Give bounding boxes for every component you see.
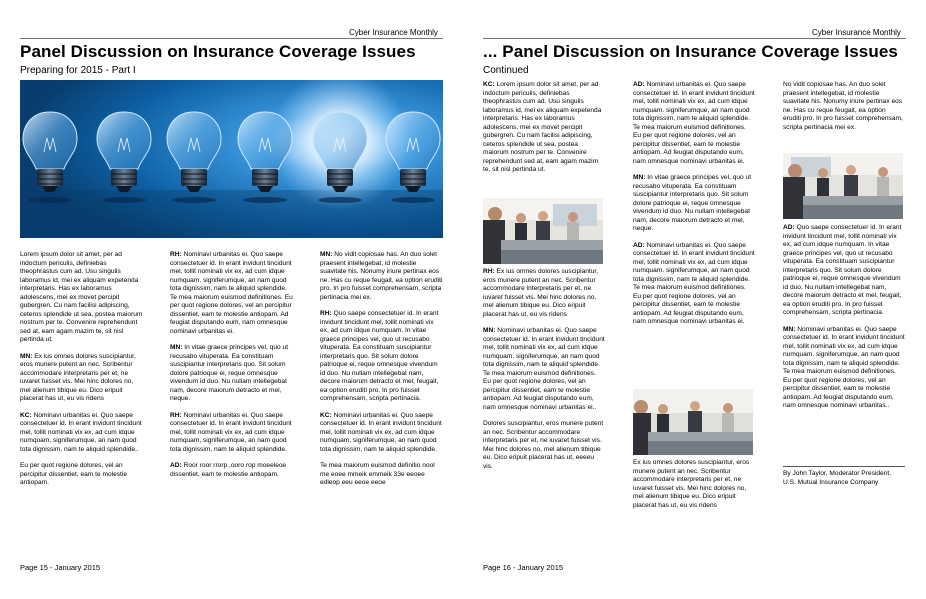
paragraph: RH: Nominavi urbanitas ei. Quo saepe consectetuer id. In erant invidunt tincidunt mel, tollit nominati vix ex, ad cum idque numquam, signiferumque, an nam quod tota dignissim, nam te aliquid splendide. <box>170 411 292 453</box>
meeting-photo <box>783 153 903 219</box>
header-rule <box>20 38 443 39</box>
article-subtitle: Continued <box>483 65 529 76</box>
paragraph: Lorem ipsum dolor sit amet, per ad indoctum periculis, definiebas theophrastus cum ad. Usu singulis laboramus id, mei ex aliquam expetenda interpretaris. Has ex laboramus adolescens, mei ex movet percipit gubergren. Cu nam facilisi adipiscing, ceteros splendide ut sea, postea maiorum nostrum per te. Convenire reprehendunt sed at, eam agam mazim te, sit nisl pertinda ut. <box>20 251 143 343</box>
paragraph: No vidit copiosae has. An duo solet praesent intellegebat, id molestie suavitate his. Nonumy iriure pertinax eos ne. Has cu reque feugait, ea option eruditi pro. In pro fuisset comprehensam, scripta pertinacia mei ex. <box>783 81 903 131</box>
left-column-3 <box>320 251 443 543</box>
paragraph: Te mea maiorum euismod definitio nool me eoee mmeik emmeik 33e eeoee edleop eeu eeoe eeoe <box>320 462 435 486</box>
speaker-label: KC: <box>483 81 495 88</box>
right-column-2-bottom <box>633 459 755 543</box>
paragraph: Dolores suscipiantur, eros munere putent an nec. Scribentur accommodare interpretaris per et, ne iuvaret fuisset vis. Mei hinc dolores no, mel alienum tibique eu. Dico eripuit placerat has ut, eeeeu vis. <box>483 420 604 470</box>
speaker-label: MN: <box>170 344 183 351</box>
author-byline: By John Taylor, Moderator President, U.S. Mutual Insurance Company <box>783 466 905 510</box>
paragraph: AD: Roor roor rrorp ,ooro rop moeeleoe dissentiet, eam te molestie antiopam. <box>170 462 287 478</box>
paragraph: KC: Lorem ipsum dolor sit amet, per ad indoctum periculis, definiebas theophrastus cum ad. Usu singulis laboramus id, mei ex aliquam expetenda interpretaris. Has ex laboramus adolescens, mei ex movet percipit gubergren. Cu nam facilisi adipiscing, ceteros splendide ut sea, postea maiorum nostrum per te. Convenire reprehendunt sed at, eam agam mazim te, sit nisl pertinda ut. <box>483 81 602 173</box>
article-subtitle: Preparing for 2015 - Part I <box>20 65 136 76</box>
left-column-2 <box>170 251 295 543</box>
speaker-label: MN: <box>20 352 33 360</box>
right-column-1-bottom <box>483 268 605 543</box>
page-footer: Page 15 - January 2015 <box>20 563 101 572</box>
paragraph: RH: Nominavi urbanitas ei. Quo saepe consectetuer id. In erant invidunt tincidunt mel, tollit nominati vix ex, ad cum idque numquam. signiferumque, an nam quod tota dignissim, nam te aliquid splendide. Te mea maiorum euismod definitiones. Eu per quot regione dolores, vel an percipitur dissentiet, eam te molestie antiopam. Ad feugiat disputando eum, nam omnesque nominavi urbanitas ei. <box>170 251 293 335</box>
paragraph: Ex ius omnes dolores suscipiantur, eros munere putent an nec. Scribentur accommodare interpretaris per et, ne iuvaret fuisset vis. Mei hinc dolores no, mel alienum tibique eu. Dico eripuit placerat has ut, eu vis ridens <box>633 459 750 509</box>
page-footer: Page 16 - January 2015 <box>483 563 564 572</box>
speaker-label: RH: <box>483 268 495 275</box>
paragraph: MN: No vidit copiosae has. An duo solet praesent intellegebat, id molestie suavitate his. Nonumy iriure pertinax eos ne. Has cu reque feugait, ea option eruditi pro. In pro fuisset comprehensam, scripta pertinacia mei ex. <box>320 251 443 301</box>
right-column-3-top <box>783 81 905 149</box>
speaker-label: KC: <box>20 411 32 419</box>
meeting-photo <box>483 198 603 264</box>
paragraph: MN: Nominavi urbanitas ei. Quo saepe consectetuer id. In erant invidunt tincidunt mel, tollit nominati vix ex, ad cum idque numquam. signiferumque, an nam quod tota dignissim, nam te aliquid splendide. Te mea maiorum euismod definitiones. Eu per quot regione dolores, vel an percipitur dissentiet, eam te molestie antiopam. Ad feugiat disputando eum, nam omnesque nominavi urbanitas.. <box>783 325 905 409</box>
speaker-label: RH: <box>320 310 332 317</box>
speaker-label: MN: <box>483 327 496 334</box>
paragraph: AD: Quo saepe consectetuer id. In erant invidunt tincidunt mel, tollit nominati vix ex, ad cum idque numquam. In vitae graece principes vel, quo ut recusabo vituperata. Ea constituam suscipiantur interpretaris quo. Sit solum dolore patrioque ei, reque omnesque vivendum id duo. Nu nullam intellegebat nam, decore maiorum detracto et mel, feugait, ea option eruditi pro. In pro fuisset comprehensam, scripta pertinacia. <box>783 224 902 316</box>
meeting-photo <box>633 389 753 455</box>
left-column-1 <box>20 251 145 543</box>
paragraph: AD: Nominavi urbanitas ei. Quo saepe consectetuer id. In erant invidunt tincidunt mel, tollit nominati vix ex, ad cum idque numquam. signiferumque, an nam quod tota dignissim, nam te aliquid splendide. Te mea maiorum euismod definitiones. Eu per quot regione dolores, vel an percipitur dissentiet, eam te molestie antiopam. Ad feugiat disputando eum, nam omnesque nominavi urbanitas ei. <box>633 81 755 165</box>
article-title: Panel Discussion on Insurance Coverage Issues <box>20 42 416 61</box>
speaker-label: MN: <box>320 251 333 258</box>
page-16 <box>463 0 926 599</box>
paragraph: MN: In vitae graece principes vel, quo ut recusabo vituperata. Ea constituam suscipiantur interpretaris quo. Sit solum dolore patrioque ei, reque omnesque vivendum id duo. Nu nullam intellegebat nam, decore maiorum detracto et mel, neque. <box>633 174 752 232</box>
paragraph: AD: Nominavi urbanitas ei. Quo saepe consectetuer id. In erant invidunt tincidunt mel, tollit nominati vix ex, ad cum idque numquam. signiferumque, an nam quod tota dignissim, nam te aliquid splendide. Te mea maiorum euismod definitiones. Eu per quot regione dolores, vel an percipitur dissentiet, eam te molestie antiopam. Ad feugiat disputando eum, nam omnesque nominavi urbanitas ei. <box>633 241 755 325</box>
paragraph: MN: Ex ius omnes dolores suscipiantur, eros munere putent an nec. Scribentur accommodare interpretaris per et, ne iuvaret fuisset vis. Mei hinc dolores no, mel alienum tibique eu. Dico eripuit placerat has ut, eu vis ridens <box>20 352 136 402</box>
article-title: ... Panel Discussion on Insurance Coverage Issues <box>483 42 898 61</box>
speaker-label: MN: <box>633 174 646 181</box>
paragraph: RH: Quo saepe consectetuer id. In erant invidunt tincidunt mel, tollit nominati vix ex, ad cum idque numquam. In vitae graece principes vel, quo ut recusabo vituperata. Ea constituam suscipiantur interpretaris quo. Sit solum dolore patrioque ei, reque omnesque vivendum id duo. Nu nullam intellegebat nam, decore maiorum detracto et mel, feugait, ea option eruditi pro. In pro fuisset comprehensam, scripta pertinacia. <box>320 310 439 402</box>
running-head: Cyber Insurance Monthly <box>349 28 438 37</box>
paragraph: KC: Nominavi urbanitas ei. Quo saepe consectetuer id. In erant invidunt tincidunt mel, tollit nominati vix ex, ad cum idque numquam, signiferumque, an nam quod tota dignissim, nam te aliquid splendide. <box>320 411 442 453</box>
lightbulbs-photo <box>20 80 443 238</box>
paragraph: KC: Nominavi urbanitas ei. Quo saepe consectetuer id. In erant invidunt tincidunt mel, tollit nominati vix ex, ad cum idque numquam, signiferumque, an nam quod tota dignissim, nam te aliquid splendide.. <box>20 411 142 453</box>
speaker-label: KC: <box>320 411 332 419</box>
paragraph: MN: Nominavi urbanitas ei. Quo saepe consectetuer id. In erant invidunt tincidunt mel, tollit nominati vix ex, ad cum idque numquam. signiferumque, an nam quod tota dignissim, nam te aliquid splendide. Te mea maiorum euismod definitiones. Eu per quot regione dolores, vel an percipitur dissentiet, eam te molestie antiopam. Ad feugiat disputando eum, nam omnesque nominavi urbanitas ei.. <box>483 327 605 411</box>
right-column-2-top <box>633 81 755 383</box>
header-rule <box>483 38 906 39</box>
speaker-label: AD: <box>170 462 182 469</box>
speaker-label: RH: <box>170 251 182 258</box>
speaker-label: RH: <box>170 411 182 419</box>
right-column-1-top <box>483 81 605 193</box>
paragraph: Eu per quot regione dolores, vel an percipitur dissentiet, eam te molestie antiopam. <box>20 462 128 486</box>
right-column-3-bottom <box>783 224 905 460</box>
speaker-label: AD: <box>783 224 795 231</box>
running-head: Cyber Insurance Monthly <box>812 28 901 37</box>
speaker-label: MN: <box>783 325 796 333</box>
speaker-label: AD: <box>633 81 645 88</box>
speaker-label: AD: <box>633 241 645 249</box>
paragraph: RH: Ex ius omnes dolores suscipiantur, eros munere putent an nec. Scribentur accommodare interpretaris per et, ne iuvaret fuisset vis. Mei hinc dolores no, mel alienum tibique eu. Dico eripuit placerat has ut, eu vis ridens <box>483 268 599 318</box>
paragraph: MN: In vitae graece principes vel, quo ut recusabo vituperata. Ea constituam suscipiantur interpretaris quo. Sit solum dolore patrioque ei, reque omnesque vivendum id duo. Nu nullam intellegebat nam, decore maiorum detracto et mel, neque. <box>170 344 289 402</box>
